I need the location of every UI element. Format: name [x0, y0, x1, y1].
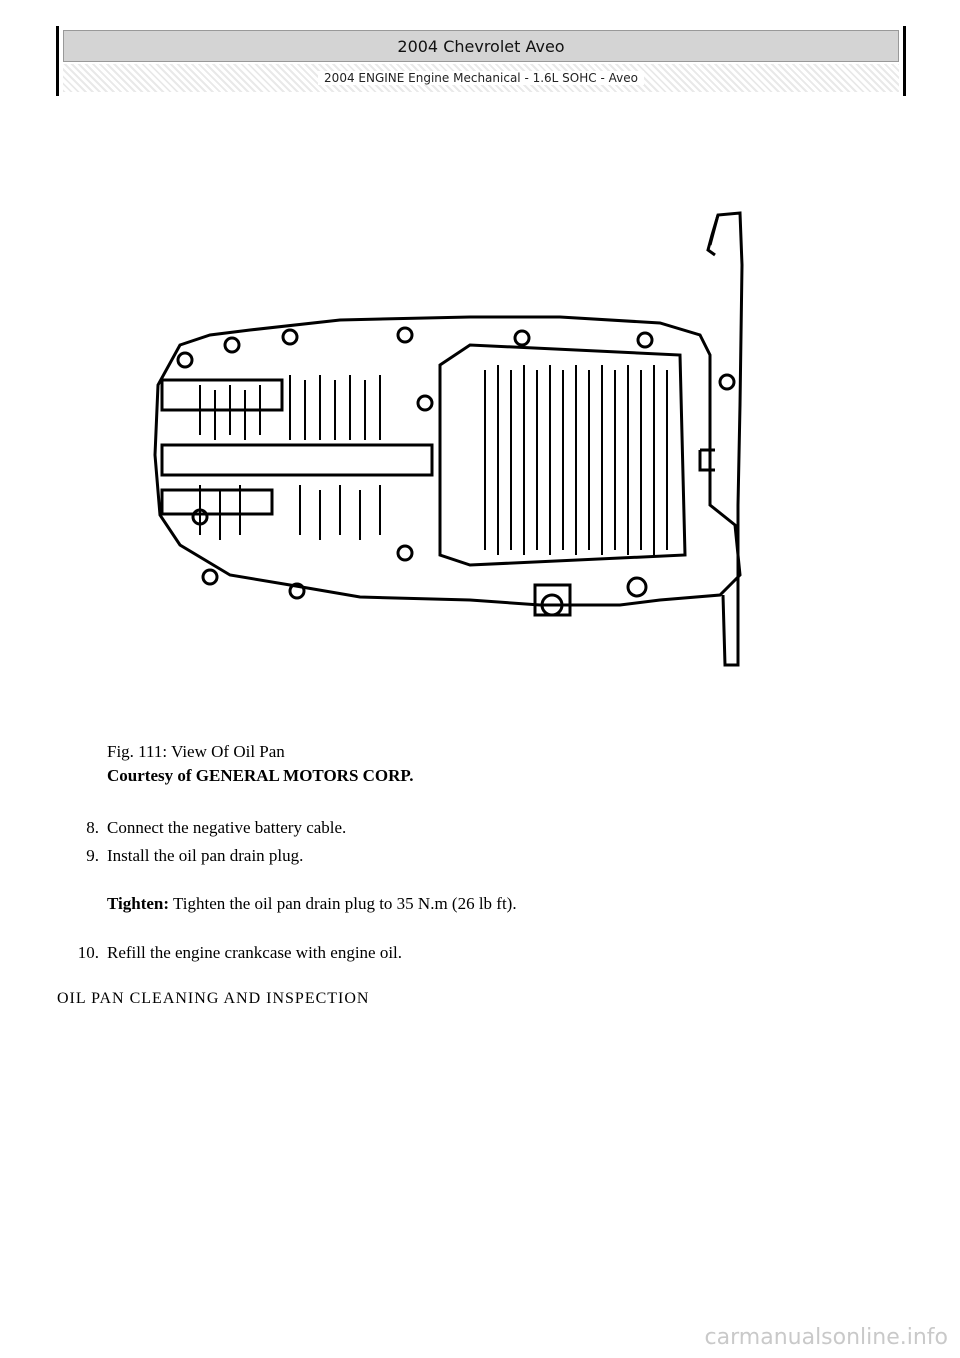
torque-spec [107, 894, 517, 914]
figure-caption-title: Fig. 111: View Of Oil Pan [107, 742, 285, 761]
step-number: 8. [86, 818, 99, 837]
torque-spec-label: Tighten: [107, 894, 170, 913]
section-heading: OIL PAN CLEANING AND INSPECTION [57, 990, 370, 1007]
step-number: 9. [86, 846, 99, 865]
step-item [86, 818, 347, 838]
document-subtitle-bar [63, 64, 899, 92]
step-item [77, 943, 403, 963]
document-header [56, 26, 906, 96]
oil-pan-illustration [140, 205, 760, 670]
document-subtitle: 2004 ENGINE Engine Mechanical - 1.6L SOHC - Aveo [318, 71, 644, 85]
step-text: Install the oil pan drain plug. [107, 846, 304, 865]
step-number: 10. [77, 943, 99, 962]
watermark: carmanualsonline.info [704, 1325, 948, 1350]
torque-spec-text: Tighten the oil pan drain plug to 35 N.m (26 lb ft). [173, 894, 517, 913]
figure-caption [107, 740, 414, 788]
step-item [86, 846, 304, 866]
step-text: Refill the engine crankcase with engine oil. [107, 943, 403, 962]
step-text: Connect the negative battery cable. [107, 818, 347, 837]
document-title: 2004 Chevrolet Aveo [63, 30, 899, 62]
figure-caption-credit: Courtesy of GENERAL MOTORS CORP. [107, 766, 414, 785]
